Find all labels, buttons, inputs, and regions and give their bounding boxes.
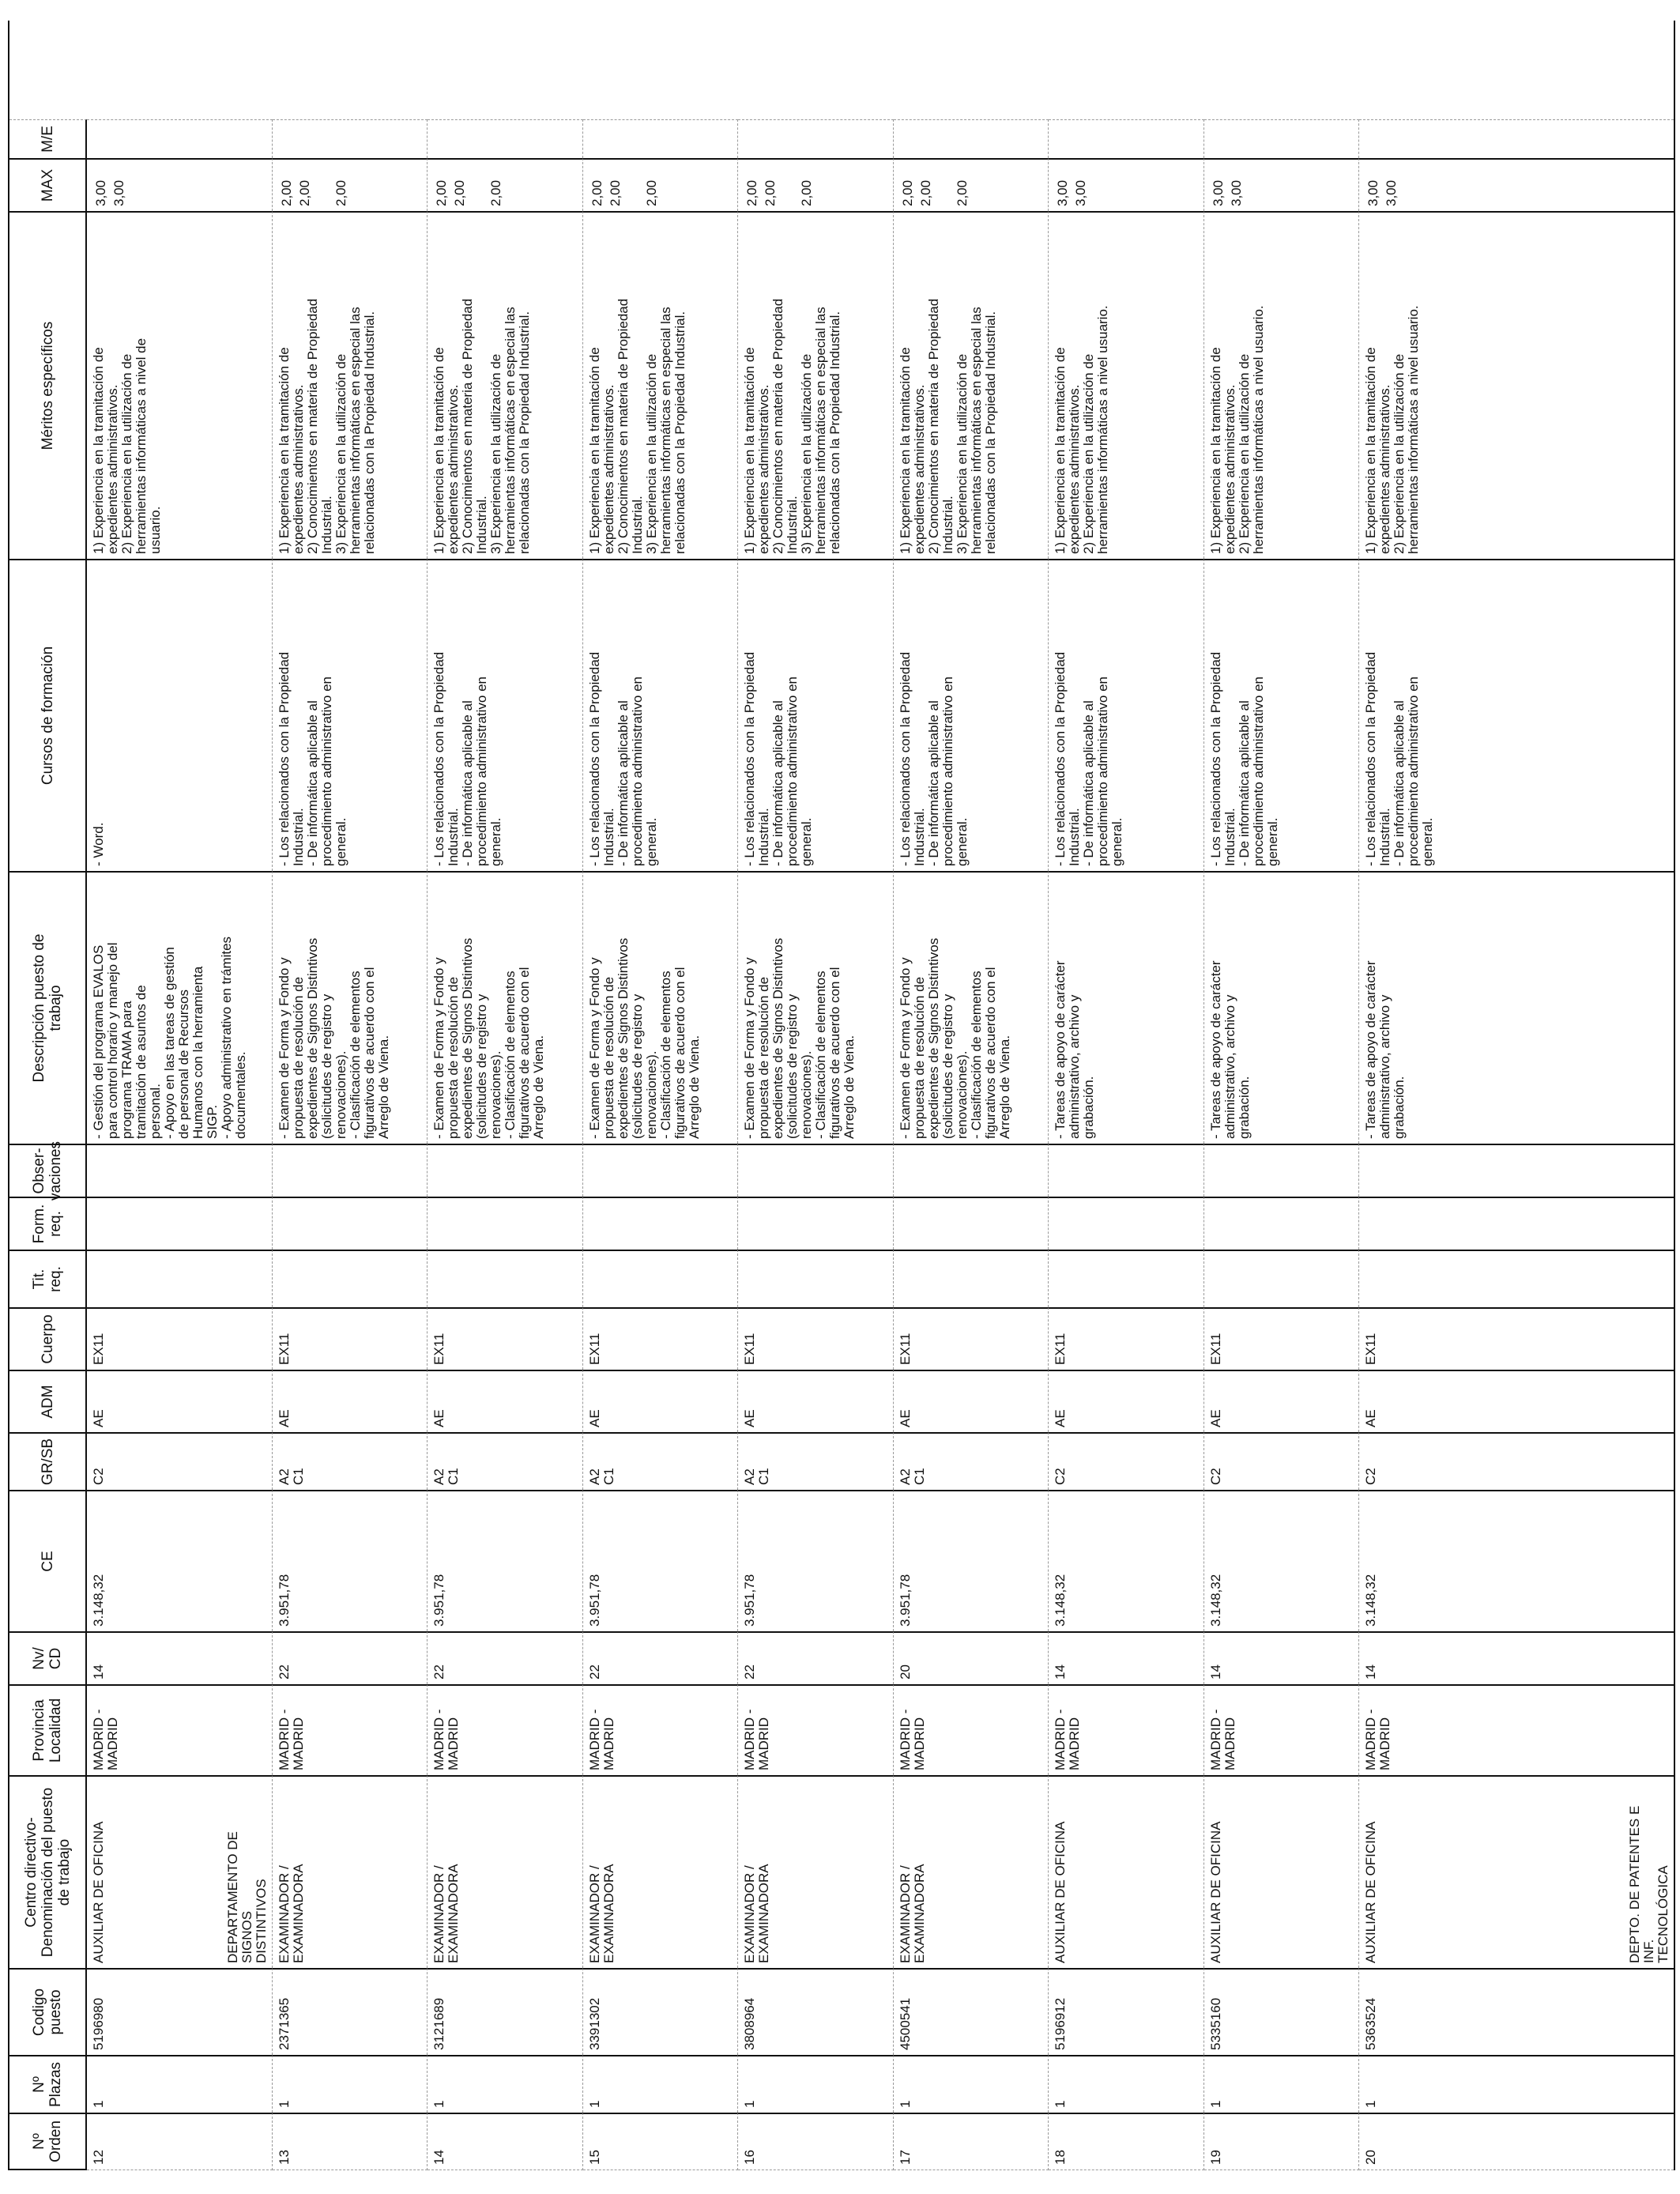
orden-cell: 19	[1204, 2113, 1359, 2170]
orden-cell: 16	[738, 2113, 893, 2170]
descripcion-cell: - Examen de Forma y Fondo y propuesta de resolución de expedientes de Signos Distintivos (solicitudes de registro y renovaciones). - Clasificación de elementos figurativos de acuerdo con el Arreglo de Viena.	[273, 871, 428, 1144]
header-cursos: Cursos de formación	[9, 559, 87, 871]
cuerpo-cell: EX11	[1204, 1307, 1359, 1370]
positions-table	[8, 21, 1675, 2170]
plazas-cell: 1	[738, 2055, 893, 2113]
provincia-cell: MADRID - MADRID	[1204, 1684, 1359, 1775]
adm-cell: AE	[273, 1370, 428, 1432]
max-cell: 3,00 3,00	[1204, 158, 1359, 211]
denominacion-label: AUXILIAR DE OFICINA	[91, 1821, 106, 1963]
descripcion-cell: - Tareas de apoyo de carácter administrativo, archivo y grabación.	[1204, 871, 1359, 1144]
ce-cell: 3.951,78	[273, 1490, 428, 1631]
nivel-cell: 14	[1359, 1631, 1674, 1684]
codigo-cell: 5363524	[1359, 1968, 1674, 2055]
denominacion-label: AUXILIAR DE OFICINA	[1207, 1821, 1223, 1963]
formacion-cell	[738, 1197, 893, 1250]
meritos-cell: 1) Experiencia en la tramitación de expedientes administrativos. 2) Experiencia en la utilización de herramientas informáticas a nivel de usuario.	[87, 211, 273, 559]
header-codigo: Codigo puesto	[9, 1968, 87, 2055]
header-formacion: Form. req.	[9, 1197, 87, 1250]
codigo-cell: 5196912	[1049, 1968, 1203, 2055]
meritos-cell: 1) Experiencia en la tramitación de expedientes administrativos. 2) Conocimientos en materia de Propiedad Industrial. 3) Experiencia en la utilización de herramientas informáticas en especial las relacionadas con la Propiedad Industrial.	[583, 211, 738, 559]
descripcion-cell: - Examen de Forma y Fondo y propuesta de resolución de expedientes de Signos Distintivos (solicitudes de registro y renovaciones). - Clasificación de elementos figurativos de acuerdo con el Arreglo de Viena.	[738, 871, 893, 1144]
cursos-cell: - Los relacionados con la Propiedad Industrial. - De informática aplicable al procedimiento administrativo en general.	[1204, 559, 1359, 871]
titulacion-cell	[428, 1250, 582, 1307]
titulacion-cell	[87, 1250, 273, 1307]
me-cell	[1049, 119, 1203, 158]
departamento-label: DEPTO. DE PATENTES E INF. TECNOLÓGICA	[1627, 1805, 1671, 1963]
denominacion-label: EXAMINADOR / EXAMINADORA	[586, 1864, 616, 1963]
denominacion-cell	[1359, 1775, 1674, 1968]
plazas-cell: 1	[1049, 2055, 1203, 2113]
grupo-cell: C2	[87, 1432, 273, 1490]
cursos-cell: - Los relacionados con la Propiedad Industrial. - De informática aplicable al procedimiento administrativo en general.	[1359, 559, 1674, 871]
denominacion-cell	[273, 1775, 428, 1968]
provincia-cell: MADRID - MADRID	[87, 1684, 273, 1775]
formacion-cell	[583, 1197, 738, 1250]
titulacion-cell	[583, 1250, 738, 1307]
provincia-cell: MADRID - MADRID	[428, 1684, 582, 1775]
ce-cell: 3.951,78	[428, 1490, 582, 1631]
nivel-cell: 14	[87, 1631, 273, 1684]
me-cell	[894, 119, 1049, 158]
cuerpo-cell: EX11	[1049, 1307, 1203, 1370]
cursos-cell: - Los relacionados con la Propiedad Industrial. - De informática aplicable al procedimiento administrativo en general.	[273, 559, 428, 871]
plazas-cell: 1	[894, 2055, 1049, 2113]
grupo-cell: A2 C1	[583, 1432, 738, 1490]
nivel-cell: 22	[428, 1631, 582, 1684]
header-max: MAX	[9, 158, 87, 211]
header-orden: Nº Orden	[9, 2113, 87, 2170]
orden-cell: 17	[894, 2113, 1049, 2170]
formacion-cell	[1359, 1197, 1674, 1250]
meritos-cell: 1) Experiencia en la tramitación de expedientes administrativos. 2) Conocimientos en materia de Propiedad Industrial. 3) Experiencia en la utilización de herramientas informáticas en especial las relacionadas con la Propiedad Industrial.	[894, 211, 1049, 559]
formacion-cell	[87, 1197, 273, 1250]
observaciones-cell	[273, 1144, 428, 1197]
ce-cell: 3.951,78	[583, 1490, 738, 1631]
denominacion-label: AUXILIAR DE OFICINA	[1363, 1821, 1378, 1963]
adm-cell: AE	[428, 1370, 582, 1432]
denominacion-cell	[1049, 1775, 1203, 1968]
grupo-cell: A2 C1	[894, 1432, 1049, 1490]
denominacion-label: EXAMINADOR / EXAMINADORA	[431, 1864, 461, 1963]
titulacion-cell	[894, 1250, 1049, 1307]
ce-cell: 3.148,32	[1049, 1490, 1203, 1631]
codigo-cell: 3391302	[583, 1968, 738, 2055]
descripcion-cell: - Examen de Forma y Fondo y propuesta de resolución de expedientes de Signos Distintivos (solicitudes de registro y renovaciones). - Clasificación de elementos figurativos de acuerdo con el Arreglo de Viena.	[428, 871, 582, 1144]
orden-cell: 20	[1359, 2113, 1674, 2170]
titulacion-cell	[738, 1250, 893, 1307]
observaciones-cell	[1204, 1144, 1359, 1197]
formacion-cell	[894, 1197, 1049, 1250]
cuerpo-cell: EX11	[1359, 1307, 1674, 1370]
denominacion-cell	[894, 1775, 1049, 1968]
header-adm: ADM	[9, 1370, 87, 1432]
codigo-cell: 4500541	[894, 1968, 1049, 2055]
adm-cell: AE	[738, 1370, 893, 1432]
observaciones-cell	[738, 1144, 893, 1197]
max-cell: 3,00 3,00	[1049, 158, 1203, 211]
grupo-cell: A2 C1	[738, 1432, 893, 1490]
denominacion-cell	[87, 1775, 273, 1968]
denominacion-label: AUXILIAR DE OFICINA	[1053, 1821, 1068, 1963]
header-meritos: Méritos específicos	[9, 211, 87, 559]
nivel-cell: 22	[738, 1631, 893, 1684]
adm-cell: AE	[1049, 1370, 1203, 1432]
plazas-cell: 1	[1359, 2055, 1674, 2113]
nivel-cell: 22	[583, 1631, 738, 1684]
me-cell	[87, 119, 273, 158]
observaciones-cell	[428, 1144, 582, 1197]
meritos-cell: 1) Experiencia en la tramitación de expedientes administrativos. 2) Experiencia en la utilización de herramientas informáticas a nivel usuario.	[1049, 211, 1203, 559]
meritos-cell: 1) Experiencia en la tramitación de expedientes administrativos. 2) Conocimientos en materia de Propiedad Industrial. 3) Experiencia en la utilización de herramientas informáticas en especial las relacionadas con la Propiedad Industrial.	[738, 211, 893, 559]
header-nivel: Nv/ CD	[9, 1631, 87, 1684]
cuerpo-cell: EX11	[87, 1307, 273, 1370]
meritos-cell: 1) Experiencia en la tramitación de expedientes administrativos. 2) Conocimientos en materia de Propiedad Industrial. 3) Experiencia en la utilización de herramientas informáticas en especial las relacionadas con la Propiedad Industrial.	[428, 211, 582, 559]
adm-cell: AE	[87, 1370, 273, 1432]
codigo-cell: 5196980	[87, 1968, 273, 2055]
header-ce: CE	[9, 1490, 87, 1631]
formacion-cell	[428, 1197, 582, 1250]
titulacion-cell	[1204, 1250, 1359, 1307]
header-grupo: GR/SB	[9, 1432, 87, 1490]
grupo-cell: C2	[1359, 1432, 1674, 1490]
cuerpo-cell: EX11	[583, 1307, 738, 1370]
me-cell	[1204, 119, 1359, 158]
orden-cell: 14	[428, 2113, 582, 2170]
adm-cell: AE	[894, 1370, 1049, 1432]
denominacion-cell	[583, 1775, 738, 1968]
provincia-cell: MADRID - MADRID	[894, 1684, 1049, 1775]
descripcion-cell: - Gestión del programa EVALOS para control horario y manejo del programa TRAMA para tramitación de asuntos de personal. - Apoyo en las tareas de gestión de personal de Recursos Humanos con la herramienta SIGP. - Apoyo administrativo en trámites documentales.	[87, 871, 273, 1144]
titulacion-cell	[273, 1250, 428, 1307]
plazas-cell: 1	[583, 2055, 738, 2113]
header-provincia: Provincia Localidad	[9, 1684, 87, 1775]
codigo-cell: 3121689	[428, 1968, 582, 2055]
observaciones-cell	[583, 1144, 738, 1197]
cursos-cell: - Word.	[87, 559, 273, 871]
cuerpo-cell: EX11	[894, 1307, 1049, 1370]
denominacion-cell	[738, 1775, 893, 1968]
nivel-cell: 20	[894, 1631, 1049, 1684]
codigo-cell: 2371365	[273, 1968, 428, 2055]
descripcion-cell: - Tareas de apoyo de carácter administrativo, archivo y grabación.	[1049, 871, 1203, 1144]
observaciones-cell	[87, 1144, 273, 1197]
denominacion-label: EXAMINADOR / EXAMINADORA	[742, 1864, 772, 1963]
descripcion-cell: - Examen de Forma y Fondo y propuesta de resolución de expedientes de Signos Distintivos (solicitudes de registro y renovaciones). - Clasificación de elementos figurativos de acuerdo con el Arreglo de Viena.	[894, 871, 1049, 1144]
header-descripcion: Descripción puesto de trabajo	[9, 871, 87, 1144]
observaciones-cell	[1359, 1144, 1674, 1197]
observaciones-cell	[1049, 1144, 1203, 1197]
grupo-cell: C2	[1049, 1432, 1203, 1490]
plazas-cell: 1	[87, 2055, 273, 2113]
cuerpo-cell: EX11	[273, 1307, 428, 1370]
max-cell: 2,00 2,00 2,00	[738, 158, 893, 211]
titulacion-cell	[1049, 1250, 1203, 1307]
provincia-cell: MADRID - MADRID	[738, 1684, 893, 1775]
max-cell: 3,00 3,00	[1359, 158, 1674, 211]
cursos-cell: - Los relacionados con la Propiedad Industrial. - De informática aplicable al procedimiento administrativo en general.	[1049, 559, 1203, 871]
header-observaciones: Obser- vaciones	[9, 1144, 87, 1197]
header-cuerpo: Cuerpo	[9, 1307, 87, 1370]
max-cell: 2,00 2,00 2,00	[583, 158, 738, 211]
max-cell: 2,00 2,00 2,00	[428, 158, 582, 211]
grupo-cell: C2	[1204, 1432, 1359, 1490]
codigo-cell: 3808964	[738, 1968, 893, 2055]
denominacion-label: EXAMINADOR / EXAMINADORA	[897, 1864, 927, 1963]
header-titulacion: Tit. req.	[9, 1250, 87, 1307]
adm-cell: AE	[1204, 1370, 1359, 1432]
nivel-cell: 22	[273, 1631, 428, 1684]
cursos-cell: - Los relacionados con la Propiedad Industrial. - De informática aplicable al procedimiento administrativo en general.	[428, 559, 582, 871]
denominacion-cell	[1204, 1775, 1359, 1968]
adm-cell: AE	[583, 1370, 738, 1432]
departamento-label: DEPARTAMENTO DE SIGNOS DISTINTIVOS	[225, 1831, 269, 1963]
max-cell: 2,00 2,00 2,00	[894, 158, 1049, 211]
me-cell	[738, 119, 893, 158]
me-cell	[273, 119, 428, 158]
ce-cell: 3.951,78	[894, 1490, 1049, 1631]
orden-cell: 15	[583, 2113, 738, 2170]
nivel-cell: 14	[1204, 1631, 1359, 1684]
denominacion-cell	[428, 1775, 582, 1968]
cuerpo-cell: EX11	[428, 1307, 582, 1370]
denominacion-label: EXAMINADOR / EXAMINADORA	[277, 1864, 306, 1963]
cuerpo-cell: EX11	[738, 1307, 893, 1370]
orden-cell: 18	[1049, 2113, 1203, 2170]
descripcion-cell: - Examen de Forma y Fondo y propuesta de resolución de expedientes de Signos Distintivos (solicitudes de registro y renovaciones). - Clasificación de elementos figurativos de acuerdo con el Arreglo de Viena.	[583, 871, 738, 1144]
provincia-cell: MADRID - MADRID	[1359, 1684, 1674, 1775]
plazas-cell: 1	[273, 2055, 428, 2113]
plazas-cell: 1	[428, 2055, 582, 2113]
nivel-cell: 14	[1049, 1631, 1203, 1684]
formacion-cell	[1204, 1197, 1359, 1250]
grupo-cell: A2 C1	[428, 1432, 582, 1490]
formacion-cell	[273, 1197, 428, 1250]
observaciones-cell	[894, 1144, 1049, 1197]
ce-cell: 3.148,32	[87, 1490, 273, 1631]
grupo-cell: A2 C1	[273, 1432, 428, 1490]
header-centro: Centro directivo- Denominación del puesto de trabajo	[9, 1775, 87, 1968]
plazas-cell: 1	[1204, 2055, 1359, 2113]
ce-cell: 3.148,32	[1359, 1490, 1674, 1631]
meritos-cell: 1) Experiencia en la tramitación de expedientes administrativos. 2) Experiencia en la utilización de herramientas informáticas a nivel usuario.	[1359, 211, 1674, 559]
orden-cell: 12	[87, 2113, 273, 2170]
max-cell: 3,00 3,00	[87, 158, 273, 211]
me-cell	[428, 119, 582, 158]
provincia-cell: MADRID - MADRID	[273, 1684, 428, 1775]
ce-cell: 3.148,32	[1204, 1490, 1359, 1631]
cursos-cell: - Los relacionados con la Propiedad Industrial. - De informática aplicable al procedimiento administrativo en general.	[583, 559, 738, 871]
codigo-cell: 5335160	[1204, 1968, 1359, 2055]
cursos-cell: - Los relacionados con la Propiedad Industrial. - De informática aplicable al procedimiento administrativo en general.	[738, 559, 893, 871]
header-me: M/E	[9, 119, 87, 158]
provincia-cell: MADRID - MADRID	[1049, 1684, 1203, 1775]
titulacion-cell	[1359, 1250, 1674, 1307]
orden-cell: 13	[273, 2113, 428, 2170]
me-cell	[583, 119, 738, 158]
cursos-cell: - Los relacionados con la Propiedad Industrial. - De informática aplicable al procedimiento administrativo en general.	[894, 559, 1049, 871]
header-plazas: Nº Plazas	[9, 2055, 87, 2113]
max-cell: 2,00 2,00 2,00	[273, 158, 428, 211]
adm-cell: AE	[1359, 1370, 1674, 1432]
ce-cell: 3.951,78	[738, 1490, 893, 1631]
provincia-cell: MADRID - MADRID	[583, 1684, 738, 1775]
me-cell	[1359, 119, 1674, 158]
formacion-cell	[1049, 1197, 1203, 1250]
meritos-cell: 1) Experiencia en la tramitación de expedientes administrativos. 2) Experiencia en la utilización de herramientas informáticas a nivel usuario.	[1204, 211, 1359, 559]
descripcion-cell: - Tareas de apoyo de carácter administrativo, archivo y grabación.	[1359, 871, 1674, 1144]
meritos-cell: 1) Experiencia en la tramitación de expedientes administrativos. 2) Conocimientos en materia de Propiedad Industrial. 3) Experiencia en la utilización de herramientas informáticas en especial las relacionadas con la Propiedad Industrial.	[273, 211, 428, 559]
